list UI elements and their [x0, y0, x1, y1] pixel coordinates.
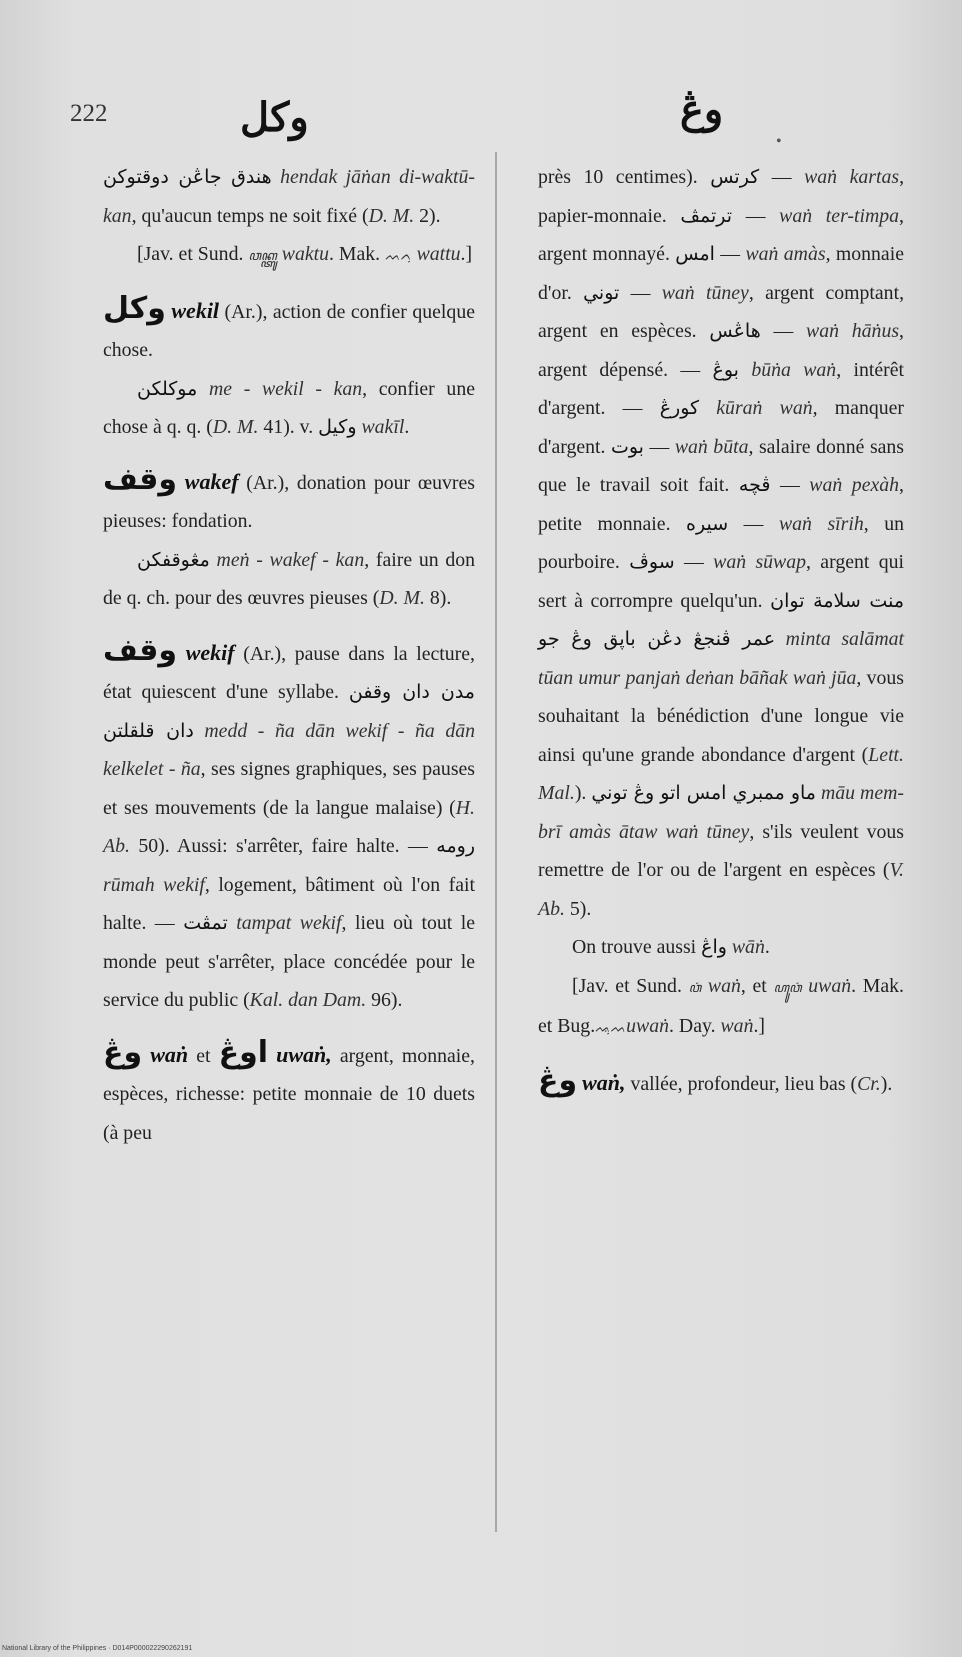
text-run: 5). — [564, 897, 592, 920]
text-run: — — [643, 435, 675, 458]
text-run: , lieu où tout le monde peut s'arrêter, place concédée pour le service du public ( — [103, 912, 476, 1011]
text-run: . — [764, 936, 770, 958]
javanese-script: ꦲꦸꦮꦁ — [773, 979, 802, 995]
arabic-script: بوت — [610, 435, 644, 458]
text-run: , manquer d'argent. — [538, 397, 904, 458]
page-number: 222 — [70, 100, 108, 127]
dictionary-paragraph — [103, 541, 475, 618]
dictionary-paragraph — [103, 1034, 475, 1153]
arabic-script: سيره — [686, 512, 729, 535]
scan-footer: National Library of the Philippines · D014P000022290262191 — [2, 1645, 193, 1652]
text-run: ). — [574, 782, 592, 804]
text-run: , petite monnaie. — [538, 474, 904, 535]
arabic-script: ڤچه — [738, 474, 771, 496]
entry-headword-arabic: وڠ — [103, 1034, 143, 1070]
javanese-script: ᨓᨈᨘ — [385, 248, 412, 263]
text-run — [272, 166, 280, 188]
transliteration: waṅ sīrih — [778, 512, 864, 535]
transliteration: rūmah wekif — [103, 873, 205, 896]
transliteration: waṅ sūwap — [713, 551, 807, 573]
transliteration: wāṅ — [731, 936, 765, 958]
text-run: , monnaie d'or. — [538, 243, 904, 304]
arabic-script: تمڤت — [183, 912, 228, 934]
transliteration: wakīl — [361, 416, 405, 438]
text-run: 8). — [424, 587, 452, 609]
text-run: , ses signes graphiques, ses pauses et ses mouvements (de la langue malaise) ( — [103, 758, 475, 819]
transliteration: Cr. — [857, 1072, 881, 1095]
text-run — [268, 1045, 276, 1067]
text-run: , s'ils veulent vous remettre de l'or ou de l'argent en espèces ( — [538, 820, 904, 881]
transliteration: Lett. Mal. — [538, 743, 904, 804]
transliteration: waṅ kartas — [804, 166, 900, 188]
text-run: , argent qui sert à corrompre quelqu'un. — [538, 551, 904, 612]
text-run: , et — [740, 974, 774, 997]
text-run: 96). — [366, 989, 403, 1011]
transliteration: me - wekil - kan — [208, 377, 363, 400]
arabic-script: امس — [675, 243, 715, 265]
dictionary-paragraph — [103, 235, 475, 276]
dictionary-paragraph — [103, 461, 475, 541]
text-run: — — [760, 320, 807, 342]
text-run: — — [770, 474, 810, 496]
text-run: — — [619, 281, 662, 304]
transliteration: Kal. dan Dam. — [249, 989, 367, 1011]
text-run: , vous souhaitant la bénédiction d'une longue vie ainsi qu'une grande abondance d'argent ( — [538, 666, 904, 766]
transliteration: waṅ būta — [674, 435, 749, 458]
transliteration: būṅa waṅ — [751, 358, 837, 381]
dictionary-paragraph — [103, 290, 475, 370]
transliteration: tampat wekif — [236, 912, 342, 934]
entry-headword: uwaṅ, — [276, 1041, 332, 1067]
text-run: , qu'aucun temps ne soit fixé ( — [131, 204, 369, 227]
text-run: [Jav. et Sund. — [572, 974, 689, 997]
arabic-script: ماو ممبري امس اتو وڠ توني — [591, 782, 816, 804]
text-run — [701, 975, 708, 997]
transliteration: D. M. — [379, 587, 425, 609]
arabic-script: ترتمڤ — [680, 204, 733, 227]
text-run — [197, 378, 209, 400]
text-run: On trouve aussi — [572, 936, 702, 958]
text-run: et — [188, 1044, 219, 1067]
arabic-script: بوڠ — [712, 358, 739, 381]
text-run: , un pourboire. — [538, 512, 904, 573]
transliteration: medd - ña dān wekif - ña dān kelkelet - ña — [103, 719, 475, 780]
transliteration: D. M. — [368, 204, 415, 227]
arabic-script: سوڤ — [629, 551, 675, 573]
arabic-script: واڠ — [701, 936, 727, 958]
column-divider — [495, 152, 497, 1532]
text-run: — — [714, 243, 746, 265]
text-run: — — [732, 204, 780, 227]
text-run: — — [674, 551, 714, 573]
dictionary-paragraph — [103, 632, 475, 1020]
text-run — [177, 472, 185, 494]
text-run — [699, 397, 716, 419]
transliteration: H. Ab. — [103, 796, 475, 857]
text-run: 2). — [414, 204, 441, 227]
arabic-script: مڠوقفكن — [137, 548, 210, 571]
text-run: argent, monnaie, espèces, richesse: petite monnaie de 10 duets (à peu — [103, 1044, 475, 1144]
text-run: [Jav. et Sund. — [137, 243, 249, 265]
transliteration: wattu — [416, 243, 461, 265]
left-column — [103, 158, 475, 1152]
arabic-script: كرتس — [710, 166, 760, 188]
text-run: .] — [460, 243, 473, 265]
transliteration: D. M. — [212, 416, 259, 438]
arabic-script: منت سلامة توان عمر ڤنجڠ دڠن باڽق وڠ جو — [538, 589, 904, 650]
text-run: . Mak. et Bug. — [538, 974, 904, 1037]
text-run: , confier une chose à q. q. ( — [103, 377, 475, 438]
text-run — [775, 628, 786, 650]
transliteration: uwaṅ — [626, 1015, 670, 1037]
text-run: , argent monnayé. — [538, 204, 904, 265]
text-run — [194, 720, 205, 742]
running-header-right: وڠ — [680, 87, 724, 132]
text-run: , intérêt d'argent. — — [538, 358, 904, 419]
dictionary-paragraph — [103, 158, 475, 235]
entry-headword: wakef — [184, 468, 239, 494]
transliteration: waṅ pexàh — [809, 474, 900, 496]
transliteration: meṅ - wakef - kan — [216, 548, 365, 571]
transliteration: minta salāmat tūan umur panjaṅ deṅan bāñak waṅ jūa — [538, 628, 904, 689]
dictionary-paragraph — [538, 967, 904, 1048]
text-run: . Mak. — [329, 243, 386, 265]
dictionary-paragraph — [103, 370, 475, 447]
entry-headword: wekil — [171, 297, 220, 323]
dictionary-paragraph — [538, 1062, 904, 1104]
dictionary-paragraph — [538, 928, 904, 967]
javanese-script: ꦮꦁ — [688, 979, 702, 995]
text-run: , papier-monnaie. — [538, 166, 905, 227]
transliteration: waṅ amàs — [745, 243, 826, 265]
entry-headword-arabic: اوڠ — [218, 1034, 269, 1070]
text-run: (Ar.), pause dans la lecture, état quiescent d'une syllabe. — [103, 642, 475, 703]
javanese-script: ꦮꦏ꧀ꦠꦸ — [248, 248, 277, 263]
text-run: — — [728, 512, 779, 535]
text-run: (Ar.), action de confier quelque chose. — [103, 300, 475, 361]
transliteration: hendak jāṅan di-waktū-kan — [103, 166, 475, 227]
text-run: 41). v. — [258, 416, 319, 438]
transliteration: kūraṅ waṅ — [716, 397, 813, 419]
transliteration: waṅ ter-timpa — [779, 204, 900, 227]
arabic-script: وكيل — [318, 416, 357, 438]
arabic-script: رومه — [436, 835, 475, 857]
right-column — [538, 158, 904, 1103]
text-run: 50). Aussi: s'arrêter, faire halte. — — [129, 835, 437, 857]
text-run: , faire un don de q. ch. pour des œuvres pieuses ( — [103, 548, 475, 609]
entry-headword-arabic: وقف — [103, 632, 178, 668]
transliteration: V. Ab. — [538, 859, 904, 920]
text-run: , argent comptant, argent en espèces. — [538, 281, 905, 342]
transliteration: waṅ tūney — [661, 281, 749, 304]
transliteration: waktu — [281, 243, 330, 265]
transliteration: waṅ — [720, 1015, 754, 1037]
arabic-script: كورڠ — [659, 397, 700, 419]
text-run: ). — [880, 1072, 893, 1095]
entry-headword: waṅ — [150, 1041, 189, 1067]
text-run: , logement, bâtiment où l'on fait halte. — — [103, 873, 475, 934]
header-dot: • — [776, 133, 782, 150]
text-run — [210, 549, 217, 571]
transliteration: waṅ hāṅus — [806, 320, 900, 342]
text-run: , salaire donné sans que le travail soit fait. — [538, 435, 905, 496]
transliteration: waṅ — [707, 974, 741, 997]
entry-headword-arabic: وكل — [103, 290, 166, 326]
text-run — [739, 359, 751, 381]
arabic-script: هندق جاڠن دوقتوكن — [103, 166, 272, 188]
arabic-script: توني — [583, 281, 620, 304]
transliteration: māu mem-brī amàs ātaw waṅ tūney — [538, 782, 904, 843]
text-run: .] — [753, 1015, 766, 1037]
arabic-script: موكلكن — [137, 377, 198, 400]
text-run — [177, 643, 186, 665]
text-run: . Day. — [669, 1015, 721, 1037]
text-run: , argent dépensé. — — [538, 320, 904, 381]
entry-headword: wekif — [185, 639, 235, 665]
text-run — [142, 1045, 150, 1067]
text-run: vallée, profondeur, lieu bas ( — [625, 1072, 858, 1095]
text-run: — — [759, 166, 805, 188]
entry-headword-arabic: وقف — [103, 461, 178, 497]
arabic-script: هاڠس — [709, 320, 761, 342]
text-run: près 10 centimes). — [538, 166, 711, 188]
arabic-script: مدن دان وقفن دان قلقلتن — [103, 681, 475, 742]
text-run: (Ar.), donation pour œuvres pieuses: fondation. — [103, 471, 475, 532]
entry-headword: waṅ, — [582, 1069, 626, 1095]
entry-headword-arabic: وڠ — [538, 1062, 578, 1098]
transliteration: uwaṅ — [808, 974, 852, 997]
running-header-left: وكل — [240, 95, 309, 140]
dictionary-paragraph — [538, 158, 904, 928]
text-run: . — [404, 416, 410, 438]
javanese-script: ᨕᨘᨓ — [595, 1020, 627, 1035]
